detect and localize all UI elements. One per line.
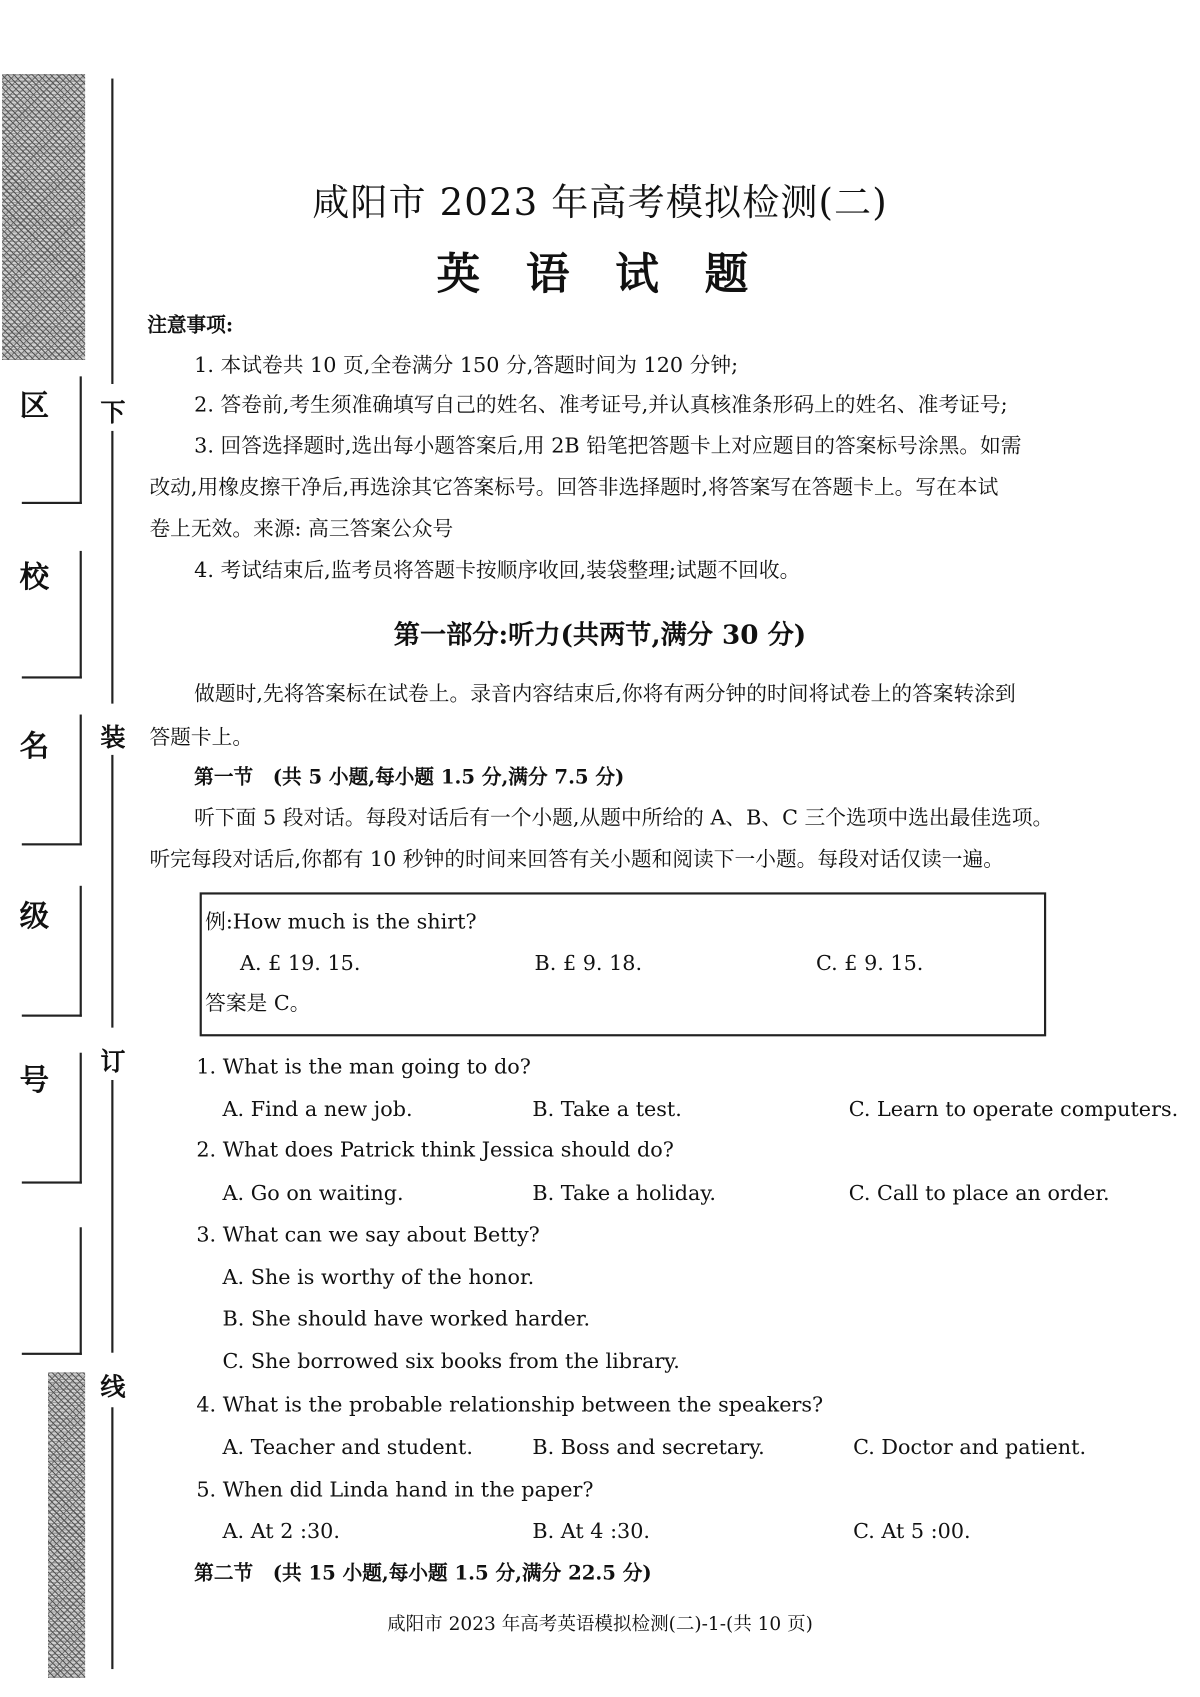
question-5: 5. When did Linda hand in the paper? [196, 1478, 594, 1503]
question-4-option-a[interactable]: A. Teacher and student. [222, 1435, 473, 1460]
cut-mark-xian: 线 [100, 1372, 126, 1402]
field-label-name: 名 [19, 729, 50, 764]
notice-heading: 注意事项: [147, 314, 234, 338]
question-2-option-b[interactable]: B. Take a holiday. [532, 1181, 716, 1206]
cut-mark-xia: 下 [100, 398, 126, 428]
section2-heading: 第二节 (共 15 小题,每小题 1.5 分,满分 22.5 分) [194, 1562, 652, 1586]
binding-line-4 [111, 1080, 113, 1353]
question-4: 4. What is the probable relationship between the speakers? [196, 1393, 824, 1418]
field-line-district[interactable] [19, 376, 82, 504]
field-label-school: 校 [19, 560, 50, 595]
question-2: 2. What does Patrick think Jessica should do? [196, 1137, 674, 1162]
binding-line-2 [111, 431, 113, 704]
section1-instr-1: 听下面 5 段对话。每段对话后有一个小题,从题中所给的 A、B、C 三个选项中选出最佳选项。 [194, 806, 1054, 831]
cut-mark-ding: 订 [100, 1047, 126, 1077]
section1-heading: 第一节 (共 5 小题,每小题 1.5 分,满分 7.5 分) [194, 765, 625, 789]
notice-item-3-cont: 改动,用橡皮擦干净后,再选涂其它答案标号。回答非选择题时,将答案写在答题卡上。写在本试 [149, 475, 999, 500]
example-option-b: B. £ 9. 18. [534, 951, 643, 976]
question-2-option-a[interactable]: A. Go on waiting. [222, 1181, 404, 1206]
subject-title: 英 语 试 题 [436, 248, 764, 300]
question-3-option-c[interactable]: C. She borrowed six books from the library. [222, 1349, 680, 1374]
example-answer: 答案是 C。 [205, 991, 311, 1016]
question-3-option-b[interactable]: B. She should have worked harder. [222, 1306, 591, 1331]
question-3-option-a[interactable]: A. She is worthy of the honor. [222, 1265, 535, 1290]
field-label-district: 区 [19, 389, 50, 424]
question-4-option-c[interactable]: C. Doctor and patient. [853, 1435, 1087, 1460]
example-option-c: C. £ 9. 15. [815, 951, 924, 976]
field-label-number: 号 [19, 1063, 50, 1098]
example-question: 例:How much is the shirt? [205, 909, 477, 934]
binding-line-1 [111, 79, 113, 384]
question-1-option-b[interactable]: B. Take a test. [532, 1097, 682, 1122]
binding-line-3 [111, 755, 113, 1028]
field-line-number[interactable] [19, 1053, 82, 1184]
exam-title: 咸阳市 2023 年高考模拟检测(二) [312, 181, 888, 225]
field-line-extra[interactable] [22, 1227, 82, 1355]
notice-item-2: 2. 答卷前,考生须准确填写自己的姓名、准考证号,并认真核准条形码上的姓名、准考证号; [194, 392, 1008, 417]
field-line-name[interactable] [19, 715, 82, 846]
question-1-option-c[interactable]: C. Learn to operate computers. [848, 1097, 1179, 1122]
question-5-option-c[interactable]: C. At 5 :00. [853, 1519, 971, 1544]
notice-item-3: 3. 回答选择题时,选出每小题答案后,用 2B 铅笔把答题卡上对应题目的答案标号涂黑。如需 [194, 434, 1022, 459]
example-option-a: A. £ 19. 15. [239, 951, 361, 976]
cut-mark-zhuang: 装 [100, 723, 126, 753]
question-2-option-c[interactable]: C. Call to place an order. [848, 1181, 1110, 1206]
question-3: 3. What can we say about Betty? [196, 1222, 540, 1247]
section1-instr-2: 听完每段对话后,你都有 10 秒钟的时间来回答有关小题和阅读下一小题。每段对话仅读一遍。 [149, 847, 1004, 872]
part1-intro-2: 答题卡上。 [149, 725, 254, 750]
field-label-class: 级 [19, 899, 50, 934]
part1-title: 第一部分:听力(共两节,满分 30 分) [393, 618, 807, 651]
notice-item-1: 1. 本试卷共 10 页,全卷满分 150 分,答题时间为 120 分钟; [194, 353, 739, 378]
question-5-option-b[interactable]: B. At 4 :30. [532, 1519, 651, 1544]
question-1-option-a[interactable]: A. Find a new job. [222, 1097, 413, 1122]
question-4-option-b[interactable]: B. Boss and secretary. [532, 1435, 765, 1460]
field-line-class[interactable] [19, 886, 82, 1017]
part1-intro-1: 做题时,先将答案标在试卷上。录音内容结束后,你将有两分钟的时间将试卷上的答案转涂到 [194, 681, 1016, 706]
question-1: 1. What is the man going to do? [196, 1054, 531, 1079]
notice-item-4: 4. 考试结束后,监考员将答题卡按顺序收回,装袋整理;试题不回收。 [194, 558, 801, 583]
question-5-option-a[interactable]: A. At 2 :30. [222, 1519, 340, 1544]
page-footer: 咸阳市 2023 年高考英语模拟检测(二)-1-(共 10 页) [387, 1613, 813, 1636]
notice-item-3-end: 卷上无效。来源: 高三答案公众号 [149, 517, 454, 542]
